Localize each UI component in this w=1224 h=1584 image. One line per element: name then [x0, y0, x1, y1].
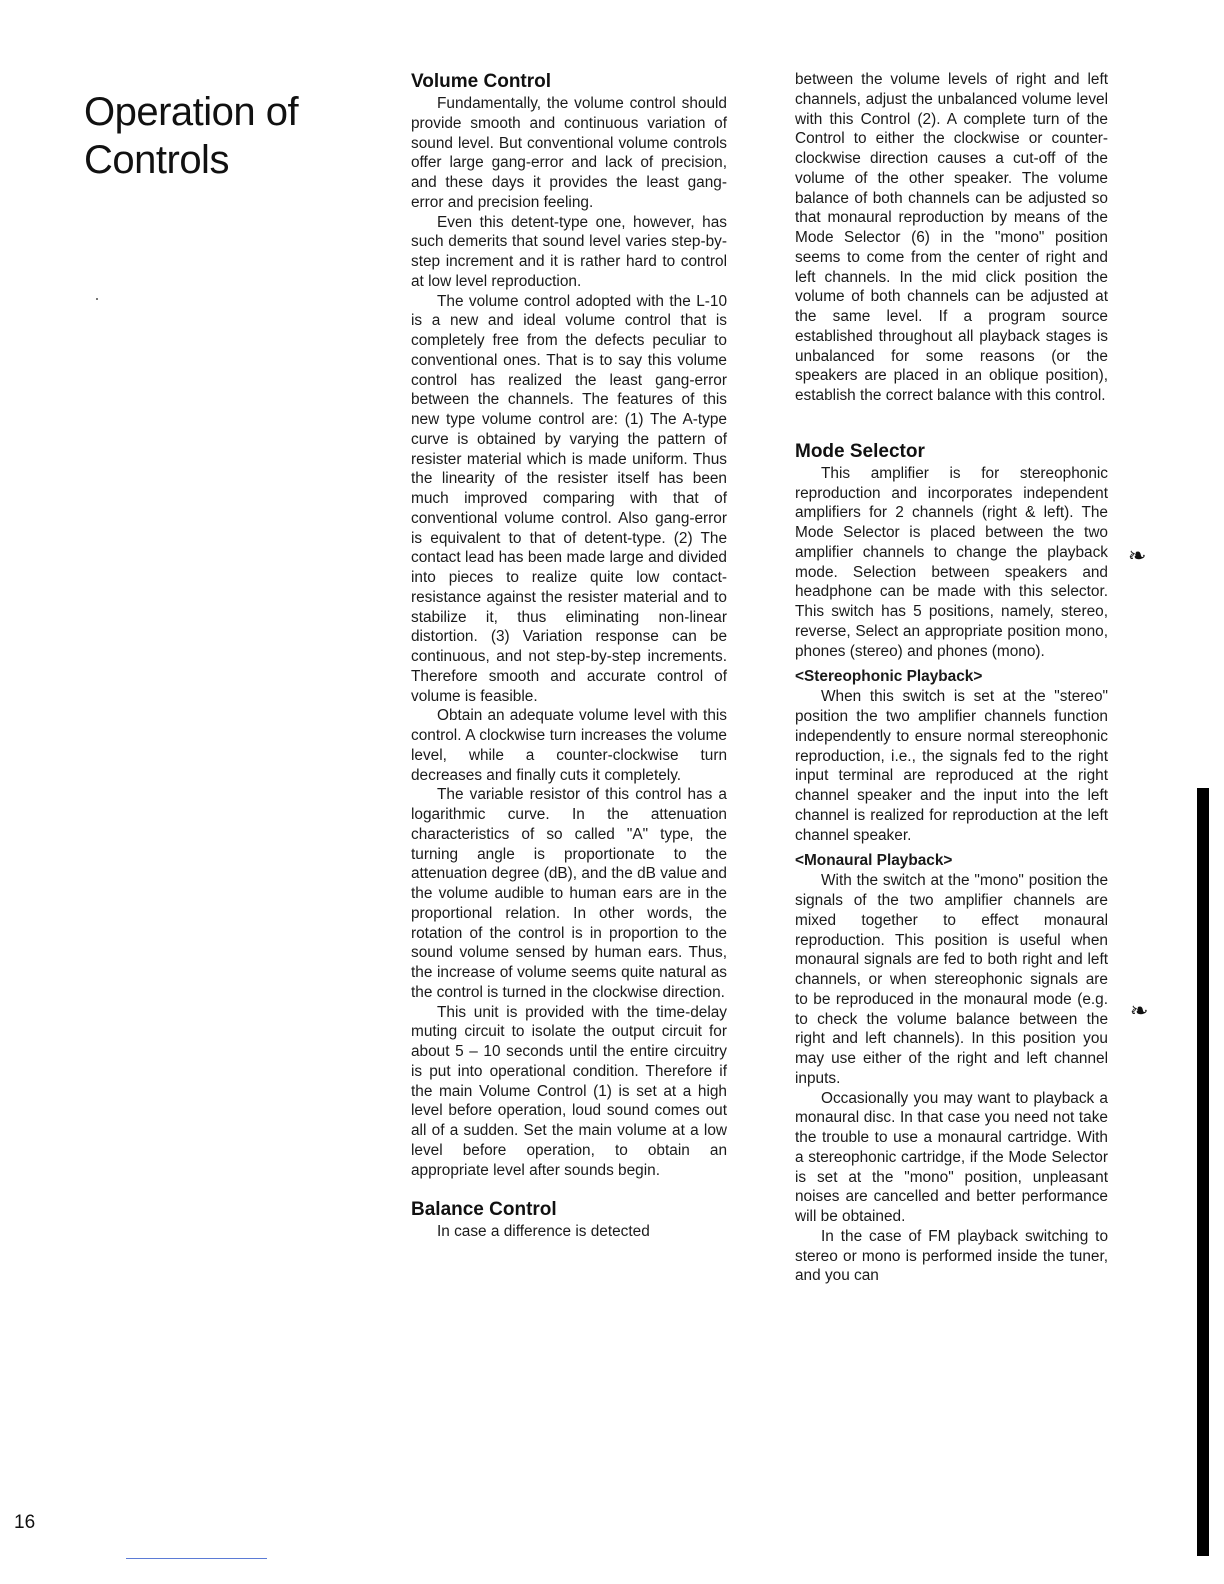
volume-control-paragraph-2: Even this detent-type one, however, has such demerits that sound level varies step-by-step increment and it is rather hard to control at low level reproduction. — [411, 213, 727, 290]
binder-hole-mark-icon: ❧ — [1130, 998, 1149, 1023]
balance-control-paragraph-continued: between the volume levels of right and left channels, adjust the unbalanced volume level with this Control (2). A complete turn of the Control to either the clockwise or counter-clockwise direction causes a cut-off of the volume of the other speaker. The volume balance of both channels can be adjusted so that monaural reproduction by means of the Mode Selector (6) in the "mono" position seems to come from the center of right and left channels. In the mid click position the volume of both channels can be adjusted at the same level. If a program source established throughout all playback stages is unbalanced for some reasons (or the speakers are placed in an oblique position), establish the correct balance with this control. — [795, 71, 1108, 404]
column-middle — [411, 70, 727, 1242]
binder-hole-mark-icon: ❧ — [1128, 543, 1147, 568]
page-number: 16 — [14, 1512, 36, 1533]
stereophonic-playback-heading: <Stereophonic Playback> — [795, 668, 983, 686]
volume-control-paragraph-6: This unit is provided with the time-delay muting circuit to isolate the output circuit for about 5 – 10 seconds until the entire circuitry is put into operational condition. Therefore if the main Volume Control (1) is set at a high level before operation, loud sound comes out all of a sudden. Set the main volume at a low level before operation, to obtain an appropriate level after sounds begin. — [411, 1003, 727, 1179]
balance-control-heading: Balance Control — [411, 1199, 557, 1221]
volume-control-paragraph-4: Obtain an adequate volume level with this control. A clockwise turn increases the volume level, while a counter-clockwise turn decreases and finally cuts it completely. — [411, 707, 727, 784]
monaural-playback-paragraph-3: In the case of FM playback switching to stereo or mono is performed inside the tuner, and you can — [795, 1227, 1108, 1285]
column-right — [795, 70, 1108, 1286]
stereophonic-playback-paragraph: When this switch is set at the "stereo" position the two amplifier channels function independently to ensure normal stereophonic reproduction, i.e., the signals fed to the right input terminal are reproduced at the right channel speaker and the input into the left channel is realized for reproduction at the left channel speaker. — [795, 688, 1108, 844]
monaural-playback-paragraph-2: Occasionally you may want to playback a monaural disc. In that case you need not take the trouble to use a monaural cartridge. With a stereophonic cartridge, if the Mode Selector is set at the "mono" position, unpleasant noises are cancelled and better performance will be obtained. — [795, 1089, 1108, 1225]
mode-selector-paragraph-1: This amplifier is for stereophonic reproduction and incorporates independent amplifiers for 2 channels (right & left). The Mode Selector is placed between the two amplifier channels to change the playback mode. Selection between speakers and headphone can be made with this selector. This switch has 5 positions, namely, stereo, reverse, Select an appropriate position mono, phones (stereo) and phones (mono). — [795, 464, 1108, 660]
monaural-playback-paragraph-1: With the switch at the "mono" position the signals of the two amplifier channels are mixed together to effect monaural reproduction. This position is useful when monaural signals are fed to both right and left channels, or when stereophonic signals are to be reproduced in the monaural mode (e.g. to check the volume balance between the right and left channels). In this position you may use either of the right and left channel inputs. — [795, 872, 1108, 1087]
mode-selector-heading: Mode Selector — [795, 440, 925, 462]
scan-speck — [96, 298, 98, 300]
bottom-rule — [126, 1558, 267, 1559]
page-edge-bar — [1197, 788, 1209, 1556]
balance-control-paragraph-start: In case a difference is detected — [437, 1223, 650, 1241]
volume-control-paragraph-3: The volume control adopted with the L-10 is a new and ideal volume control that is completely free from the defects peculiar to conventional ones. That is to say this volume control has realized the least gang-error between the channels. The features of this new type volume control are: (1) The A-type curve is obtained by varying the pattern of resister material which is made uniform. Thus the linearity of the resister itself has been much improved comparing with that of conventional volume control. Also gang-error is equivalent to that of detent-type. (2) The contact lead has been made large and divided into pieces to realize quite low contact-resistance against the resister material and to stabilize it, thus eliminating non-linear distortion. (3) Variation response can be continuous, and not step-by-step increments. Therefore smooth and accurate control of volume is feasible. — [411, 292, 727, 705]
page-title: Operation of Controls — [84, 90, 299, 182]
volume-control-heading: Volume Control — [411, 71, 552, 92]
monaural-playback-heading: <Monaural Playback> — [795, 852, 953, 870]
volume-control-paragraph-1: Fundamentally, the volume control should provide smooth and continuous variation of sound level. But conventional volume controls offer large gang-error and lack of precision, and these days it provides the least gang-error and precision feeling. — [411, 95, 727, 211]
volume-control-paragraph-5: The variable resistor of this control has a logarithmic curve. In the attenuation characteristics of so called "A" type, the turning angle is proportionate to the attenuation degree (dB), and the dB value and the volume audible to human ears are in the proportional relation. In other words, the rotation of the control is in proportion to the sound volume sensed by human ears. Thus, the increase of volume seems quite natural as the control is turned in the clockwise direction. — [411, 786, 727, 1001]
